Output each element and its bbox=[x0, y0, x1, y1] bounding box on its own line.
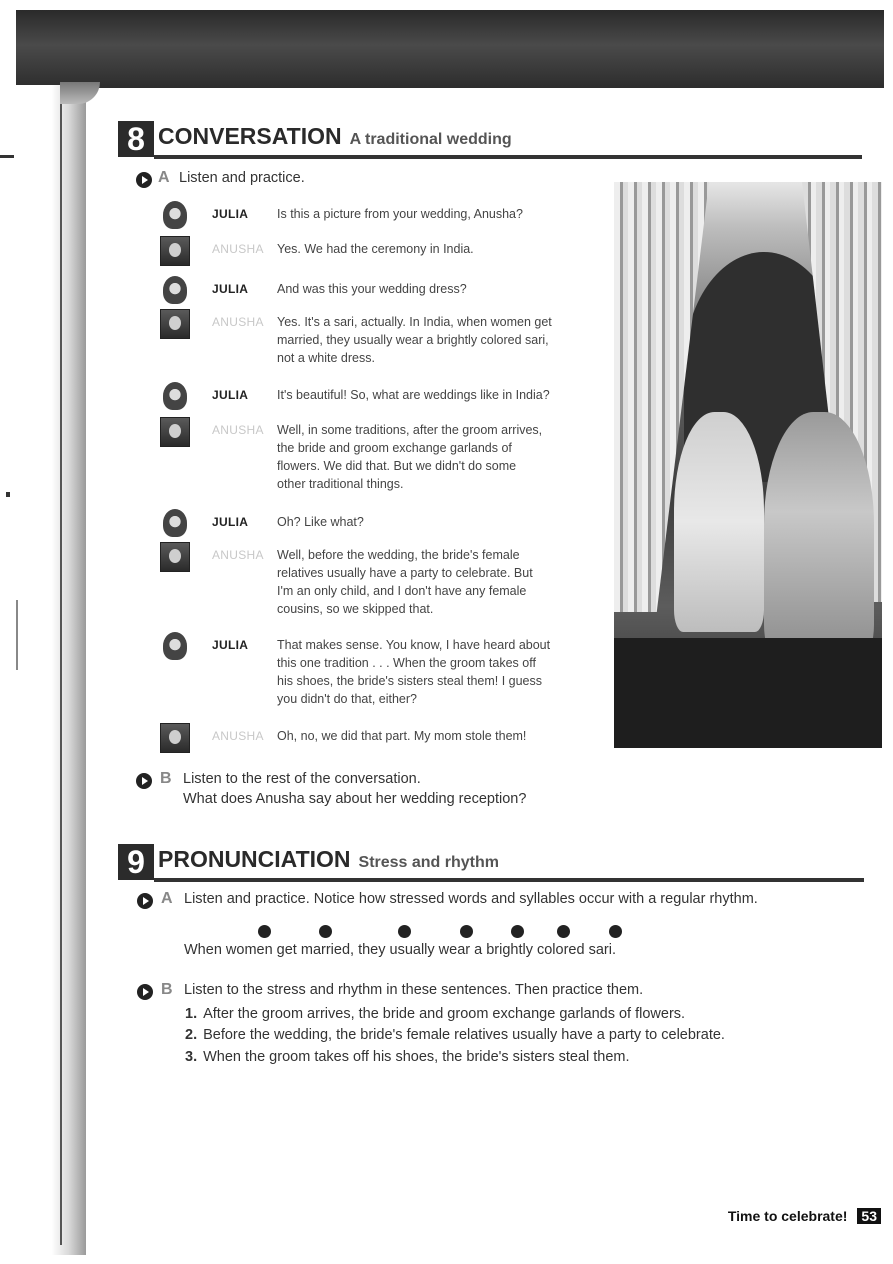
audio-play-icon[interactable] bbox=[137, 984, 153, 1000]
part-instruction: Listen to the rest of the conversation. bbox=[183, 771, 421, 787]
photo-bride bbox=[764, 412, 874, 662]
section-title bbox=[158, 846, 499, 873]
part-letter: B bbox=[161, 981, 173, 998]
stress-dot bbox=[609, 925, 622, 938]
speaker-name: JULIA bbox=[212, 207, 249, 221]
dialogue-line bbox=[277, 546, 577, 618]
julia-avatar bbox=[163, 509, 187, 537]
section-rule bbox=[154, 155, 862, 159]
anusha-avatar bbox=[160, 236, 190, 266]
dialogue-line-text: Oh, no, we did that part. My mom stole them! bbox=[277, 729, 527, 743]
section-subtitle: Stress and rhythm bbox=[358, 854, 499, 871]
stress-dot bbox=[319, 925, 332, 938]
audio-play-icon[interactable] bbox=[137, 893, 153, 909]
speaker-name: JULIA bbox=[212, 388, 249, 402]
dialogue-line-text: flowers. We did that. But we didn't do some bbox=[277, 459, 517, 473]
dialogue-line-text: And was this your wedding dress? bbox=[277, 282, 467, 296]
part-letter: B bbox=[160, 770, 172, 787]
speaker-name: ANUSHA bbox=[212, 315, 264, 329]
anusha-avatar bbox=[160, 309, 190, 339]
item-number: 2. bbox=[185, 1027, 198, 1043]
stress-dot bbox=[398, 925, 411, 938]
stress-example: When women get married, they usually wear a brightly colored sari. bbox=[184, 942, 616, 958]
part-question: What does Anusha say about her wedding reception? bbox=[183, 791, 527, 807]
scan-top-band bbox=[16, 10, 884, 88]
speaker-name: ANUSHA bbox=[212, 729, 264, 743]
page-curl bbox=[60, 82, 100, 104]
speaker-name: ANUSHA bbox=[212, 242, 264, 256]
part-instruction: Listen to the stress and rhythm in these sentences. Then practice them. bbox=[184, 982, 644, 998]
stress-dot bbox=[460, 925, 473, 938]
dialogue-line-text: relatives usually have a party to celebrate. But bbox=[277, 566, 533, 580]
section-subtitle: A traditional wedding bbox=[349, 131, 512, 148]
dialogue-line bbox=[277, 636, 577, 708]
dialogue-line bbox=[277, 421, 577, 493]
page-footer bbox=[728, 1208, 881, 1224]
dialogue-line bbox=[277, 727, 577, 745]
dialogue-line-text: It's beautiful! So, what are weddings like in India? bbox=[277, 388, 550, 402]
item-text: Before the wedding, the bride's female relatives usually have a party to celebrate. bbox=[203, 1027, 725, 1043]
dialogue-line bbox=[277, 386, 577, 404]
dialogue-line bbox=[277, 205, 577, 223]
practice-sentence bbox=[185, 1027, 725, 1043]
gutter-line bbox=[60, 95, 62, 1245]
stress-dot bbox=[557, 925, 570, 938]
dialogue-line-text: this one tradition . . . When the groom takes off bbox=[277, 656, 536, 670]
dialogue-line-text: Yes. We had the ceremony in India. bbox=[277, 242, 474, 256]
julia-avatar bbox=[163, 632, 187, 660]
stress-dot bbox=[258, 925, 271, 938]
practice-sentence bbox=[185, 1006, 685, 1022]
dialogue-line-text: Oh? Like what? bbox=[277, 515, 364, 529]
dialogue-line bbox=[277, 313, 577, 367]
item-number: 3. bbox=[185, 1049, 198, 1065]
julia-avatar bbox=[163, 201, 187, 229]
section-9-header bbox=[118, 844, 863, 880]
item-number: 1. bbox=[185, 1006, 198, 1022]
dialogue-line-text: his shoes, the bride's sisters steal them! I guess bbox=[277, 674, 543, 688]
stress-dot bbox=[511, 925, 524, 938]
photo-groom bbox=[674, 412, 764, 632]
dialogue-line-text: not a white dress. bbox=[277, 351, 375, 365]
footer-label: Time to celebrate! bbox=[727, 1208, 848, 1224]
page-number: 53 bbox=[857, 1208, 881, 1224]
dialogue-line-text: Is this a picture from your wedding, Anusha? bbox=[277, 207, 523, 221]
section-8-header bbox=[118, 121, 863, 157]
part-letter: A bbox=[158, 169, 170, 186]
item-text: After the groom arrives, the bride and groom exchange garlands of flowers. bbox=[203, 1006, 686, 1022]
margin-mark bbox=[16, 600, 18, 670]
dialogue-line bbox=[277, 280, 577, 298]
section-number: 9 bbox=[118, 844, 154, 880]
dialogue-line-text: the bride and groom exchange garlands of bbox=[277, 441, 512, 455]
speaker-name: JULIA bbox=[212, 638, 249, 652]
speaker-name: JULIA bbox=[212, 515, 249, 529]
part-instruction: Listen and practice. bbox=[179, 170, 305, 186]
dialogue-line-text: you didn't do that, either? bbox=[277, 692, 417, 706]
item-text: When the groom takes off his shoes, the bride's sisters steal them. bbox=[203, 1049, 630, 1065]
speaker-name: JULIA bbox=[212, 282, 249, 296]
dialogue-line bbox=[277, 513, 577, 531]
part-letter: A bbox=[161, 890, 173, 907]
section-title-text: PRONUNCIATION bbox=[158, 846, 351, 872]
dialogue-line-text: I'm an only child, and I don't have any female bbox=[277, 584, 527, 598]
anusha-avatar bbox=[160, 417, 190, 447]
dialogue-line-text: Well, in some traditions, after the groom arrives, bbox=[277, 423, 543, 437]
anusha-avatar bbox=[160, 723, 190, 753]
dialogue-line-text: cousins, so we skipped that. bbox=[277, 602, 434, 616]
dialogue-line-text: other traditional things. bbox=[277, 477, 404, 491]
photo-ground bbox=[614, 638, 882, 748]
dialogue-line-text: That makes sense. You know, I have heard about bbox=[277, 638, 551, 652]
practice-sentence bbox=[185, 1049, 630, 1065]
book-gutter-shadow bbox=[0, 85, 86, 1255]
speaker-name: ANUSHA bbox=[212, 423, 264, 437]
part-instruction: Listen and practice. Notice how stressed words and syllables occur with a regular rhythm. bbox=[184, 891, 758, 907]
anusha-avatar bbox=[160, 542, 190, 572]
section-number: 8 bbox=[118, 121, 154, 157]
speaker-name: ANUSHA bbox=[212, 548, 264, 562]
julia-avatar bbox=[163, 276, 187, 304]
dialogue-line bbox=[277, 240, 577, 258]
section-title bbox=[158, 123, 512, 150]
dialogue-line-text: married, they usually wear a brightly colored sari, bbox=[277, 333, 549, 347]
julia-avatar bbox=[163, 382, 187, 410]
audio-play-icon[interactable] bbox=[136, 172, 152, 188]
audio-play-icon[interactable] bbox=[136, 773, 152, 789]
dialogue-line-text: Yes. It's a sari, actually. In India, when women get bbox=[277, 315, 552, 329]
wedding-photo bbox=[614, 182, 882, 748]
section-title-text: CONVERSATION bbox=[158, 123, 342, 149]
margin-mark bbox=[0, 155, 14, 158]
section-rule bbox=[154, 878, 864, 882]
dialogue-line-text: Well, before the wedding, the bride's female bbox=[277, 548, 520, 562]
margin-mark bbox=[6, 492, 10, 497]
